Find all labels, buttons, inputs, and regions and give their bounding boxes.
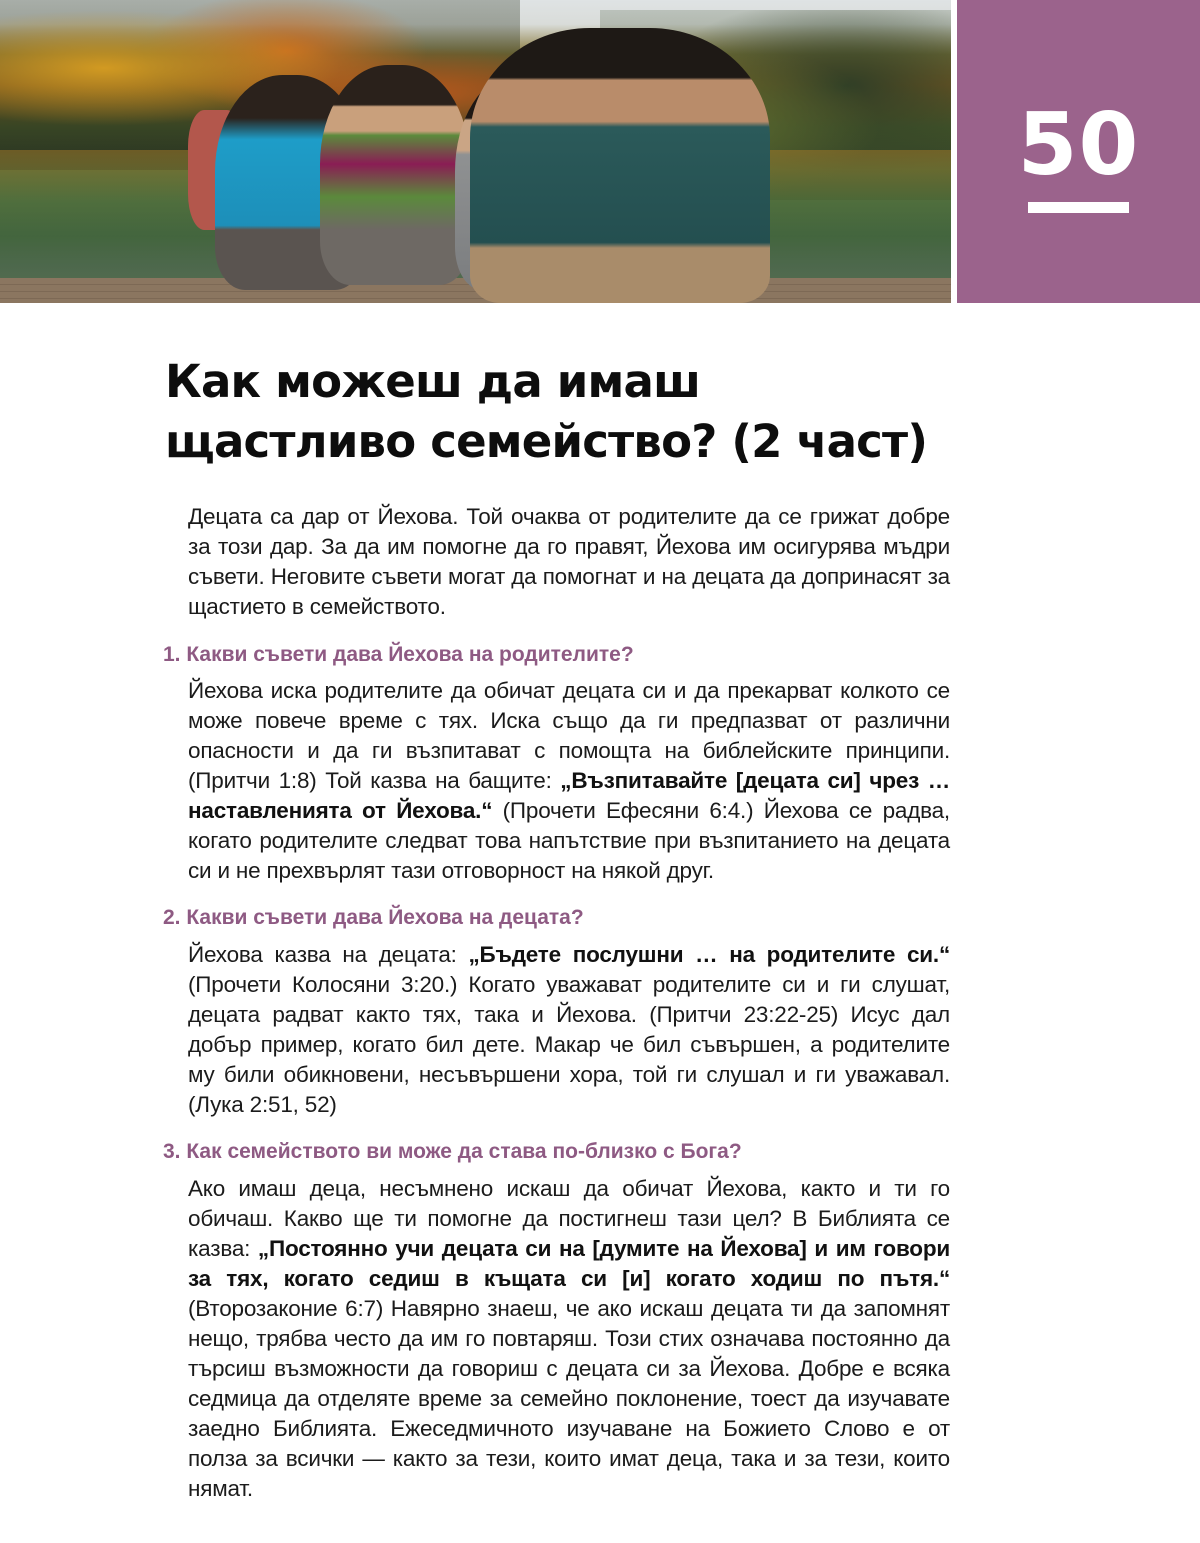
person-daughter <box>320 65 470 285</box>
section-2-text: Йехова казва на децата: <box>188 942 469 967</box>
section-1-paragraph <box>188 676 950 886</box>
title-line-2: щастливо семейство? (2 част) <box>165 415 928 468</box>
section-2-text-after: (Прочети Колосяни 3:20.) Когато уважават родителите си и ги слушат, децата радват както тях, така и Йехова. (Притчи 23:22-25) Исус дал добър пример, когато бил дете. Макар че бил съвършен, а родителите му били обикновени, несъвършени хора, той ги слушал и ги уважавал. (Лука 2:51, 52) <box>188 972 950 1117</box>
section-3-quote: „Постоянно учи децата си на [думите на Йехова] и им говори за тях, когато седиш в къщата си [и] когато ходиш по пътя.“ <box>188 1236 951 1291</box>
person-father <box>470 28 770 303</box>
section-3-paragraph <box>188 1174 950 1504</box>
section-1-text: Йехова иска родителите да обичат децата си и да прекарват колкото се може повече време с тях. Иска също да ги предпазват от различни опасности и да ги възпитават с помощта на библейските принципи. (Притчи 1:8) Той казва на бащите: <box>188 678 950 793</box>
title-line-1: Как можеш да имаш <box>165 355 701 408</box>
page-title <box>165 352 965 472</box>
section-2-quote: „Бъдете послушни … на родителите си.“ <box>468 942 950 967</box>
intro-paragraph: Децата са дар от Йехова. Той очаква от родителите да се грижат добре за този дар. За да им помогне да го правят, Йехова им осигурява мъдри съвети. Неговите съвети могат да помогнат и на децата да допринасят за щастието в семейството. <box>188 504 950 619</box>
section-3-text-after: (Второзаконие 6:7) Навярно знаеш, че ако искаш децата ти да запомнят нещо, трябва често да им го повтаряш. Този стих означава постоянно да търсиш възможности да говориш с децата си за Йехова. Добре е всяка седмица да отделяте време за семейно поклонение, тоест да изучавате заедно Библията. Ежеседмичното изучаване на Божието Слово е от полза за всички — както за тези, които имат деца, така и за тези, които нямат. <box>188 1296 950 1501</box>
hero-photo <box>0 0 951 303</box>
section-1-quote: „Възпитавайте [децата си] чрез … наставленията от Йехова.“ <box>188 768 951 823</box>
question-heading-3: 3. Как семейството ви може да става по-близко с Бога? <box>163 1140 742 1163</box>
chapter-number-block <box>957 0 1200 303</box>
question-heading-1: 1. Какви съвети дава Йехова на родителите? <box>163 643 634 666</box>
section-1-text-after: (Прочети Ефесяни 6:4.) Йехова се радва, когато родителите следват това напътствие при възпитанието на децата си и не прехвърлят тази отговорност на някой друг. <box>188 798 950 883</box>
section-2-paragraph <box>188 940 950 1120</box>
section-3-text: Ако имаш деца, несъмнено искаш да обичат Йехова, както и ти го обичаш. Какво ще ти помогне да постигнеш тази цел? В Библията се казва: <box>188 1176 950 1261</box>
question-heading-2: 2. Какви съвети дава Йехова на децата? <box>163 906 584 929</box>
chapter-number-underline <box>1028 202 1129 213</box>
chapter-number: 50 <box>1017 95 1140 195</box>
